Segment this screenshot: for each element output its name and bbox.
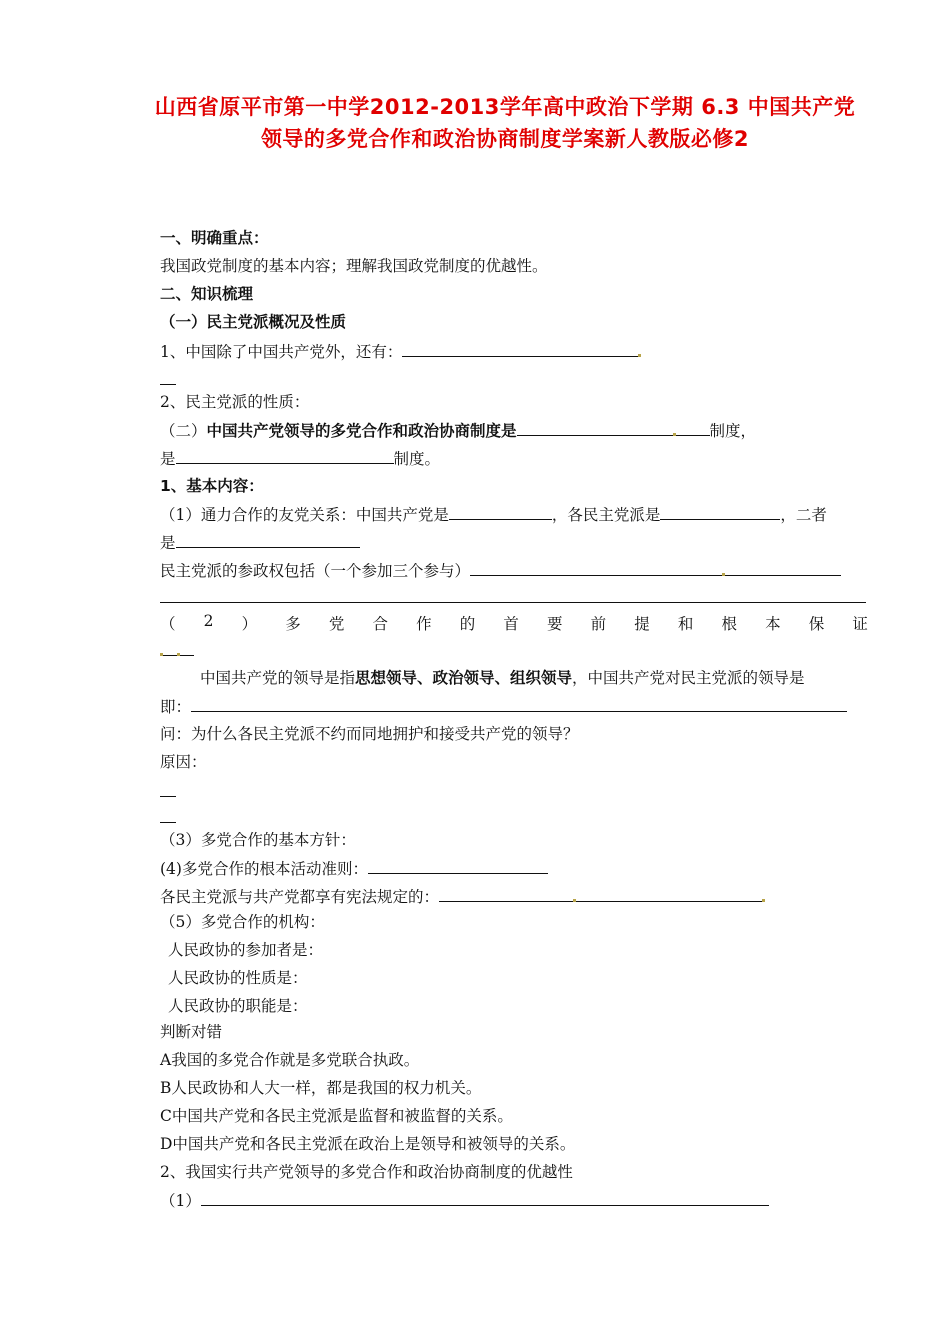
item-2-char: 的: [459, 615, 476, 633]
constitution-text: 各民主党派与共产党都享有宪法规定的：: [160, 888, 440, 906]
answer-blank[interactable]: [576, 886, 762, 902]
answer-blank[interactable]: [402, 341, 638, 357]
item-5: （5）多党合作的机构：: [160, 913, 325, 931]
participation-line: [160, 560, 841, 581]
cppcc-participants: 人民政协的参加者是：: [168, 941, 324, 959]
leadership-line: [200, 668, 805, 688]
answer-blank[interactable]: [660, 504, 780, 520]
leadership-bold: 思想领导、政治领导、组织领导: [355, 669, 573, 687]
margin-mark: [638, 354, 641, 357]
answer-blank[interactable]: [676, 420, 710, 436]
judge-option-b: B人民政协和人大一样，都是我国的权力机关。: [160, 1079, 482, 1097]
item-2-char: 根: [721, 615, 737, 633]
cppcc-function: 人民政协的职能是：: [168, 997, 308, 1015]
item-1-line: [160, 504, 827, 525]
basic-content-heading: 1、基本内容：: [160, 477, 264, 495]
part-1-heading: （一）民主党派概况及性质: [160, 313, 347, 331]
document-title-line1: 山西省原平市第一中学2012-2013学年高中政治下学期 6.3 中国共产党: [154, 95, 856, 119]
section-2-heading: 二、知识梳理: [160, 285, 254, 303]
part-2-heading: 中国共产党领导的多党合作和政治协商制度是: [206, 422, 517, 440]
answer-blank[interactable]: [449, 504, 552, 520]
answer-blank[interactable]: [163, 640, 177, 656]
question-2: 2、民主党派的性质：: [160, 393, 310, 411]
item-2-char: 首: [503, 615, 519, 633]
item-2-char: 多: [285, 615, 301, 633]
question-1: [160, 341, 641, 362]
section-1-text: 我国政党制度的基本内容；理解我国政党制度的优越性。: [160, 257, 548, 275]
superiority-heading: 2、我国实行共产党领导的多党合作和政治协商制度的优越性: [160, 1163, 573, 1181]
item-1-line2: [160, 532, 360, 553]
item-2-char: 2: [203, 612, 214, 630]
answer-line-full[interactable]: [160, 602, 866, 603]
answer-blank[interactable]: [201, 1190, 769, 1206]
item-2-answer[interactable]: [160, 640, 194, 661]
item-2-char: ）: [241, 615, 258, 633]
judge-option-c: C中国共产党和各民主党派是监督和被监督的关系。: [160, 1107, 513, 1125]
answer-line-short[interactable]: [160, 822, 176, 823]
answer-line-short[interactable]: [160, 384, 176, 385]
item-2-char: 和: [677, 615, 694, 633]
answer-blank[interactable]: [368, 858, 548, 874]
participation-text: 民主党派的参政权包括（一个参加三个参与）: [160, 562, 471, 580]
answer-blank[interactable]: [176, 532, 360, 548]
part-2-line2: [160, 448, 440, 469]
answer-blank[interactable]: [517, 420, 673, 436]
item-2-line: [160, 612, 868, 634]
part-2-line2-suffix: 制度。: [393, 450, 441, 468]
item-1-text-c: ，二者: [780, 506, 827, 524]
item-2-char: 作: [416, 615, 432, 633]
answer-blank[interactable]: [725, 560, 841, 576]
judge-heading: 判断对错: [160, 1023, 223, 1041]
item-2-char: 保: [808, 615, 825, 633]
constitution-line: [160, 886, 765, 907]
section-1-heading: 一、明确重点：: [160, 229, 269, 247]
part-2-suffix: 制度，: [709, 422, 757, 440]
superiority-item-1-label: （1）: [160, 1192, 201, 1210]
answer-blank[interactable]: [176, 448, 394, 464]
item-2-char: 党: [328, 615, 345, 633]
leadership-line2-text: 即：: [160, 698, 192, 716]
item-2-char: 提: [634, 615, 650, 633]
item-4-line: [160, 858, 548, 879]
part-2-line: [160, 420, 756, 441]
answer-line-short[interactable]: [160, 796, 176, 797]
cppcc-nature: 人民政协的性质是：: [168, 969, 308, 987]
item-3: （3）多党合作的基本方针：: [160, 831, 356, 849]
item-2-char: 本: [765, 615, 781, 633]
item-2-char: 前: [590, 615, 607, 633]
item-2-char: 要: [546, 615, 563, 633]
document-title-line2: 领导的多党合作和政治协商制度学案新人教版必修2: [260, 127, 750, 151]
margin-mark: [762, 899, 765, 902]
question-1-text: 1、中国除了中国共产党外，还有：: [160, 343, 403, 361]
item-1-text-a: （1）通力合作的友党关系：中国共产党是: [160, 506, 449, 524]
answer-blank[interactable]: [180, 640, 194, 656]
judge-option-a: A我国的多党合作就是多党联合执政。: [160, 1051, 420, 1069]
answer-blank[interactable]: [439, 886, 573, 902]
leadership-text-a: 中国共产党的领导是指: [200, 669, 356, 687]
superiority-item-1: [160, 1190, 769, 1211]
item-2-char: 合: [372, 615, 388, 633]
item-1-text-b: ，各民主党派是: [551, 506, 661, 524]
reason-label: 原因：: [160, 753, 207, 771]
item-1-line2-text: 是: [160, 534, 176, 552]
answer-blank[interactable]: [191, 696, 847, 712]
part-2-prefix: （二）: [160, 422, 207, 440]
part-2-line2-prefix: 是: [160, 450, 176, 468]
question-why: 问：为什么各民主党派不约而同地拥护和接受共产党的领导？: [160, 725, 579, 743]
item-4-text: (4)多党合作的根本活动准则：: [160, 860, 368, 878]
answer-blank[interactable]: [470, 560, 722, 576]
leadership-text-b: ，中国共产党对民主党派的领导是: [572, 669, 805, 687]
item-2-char: （: [160, 615, 176, 633]
item-2-char: 证: [852, 615, 868, 633]
judge-option-d: D中国共产党和各民主党派在政治上是领导和被领导的关系。: [160, 1135, 576, 1153]
leadership-line2: [160, 696, 847, 717]
